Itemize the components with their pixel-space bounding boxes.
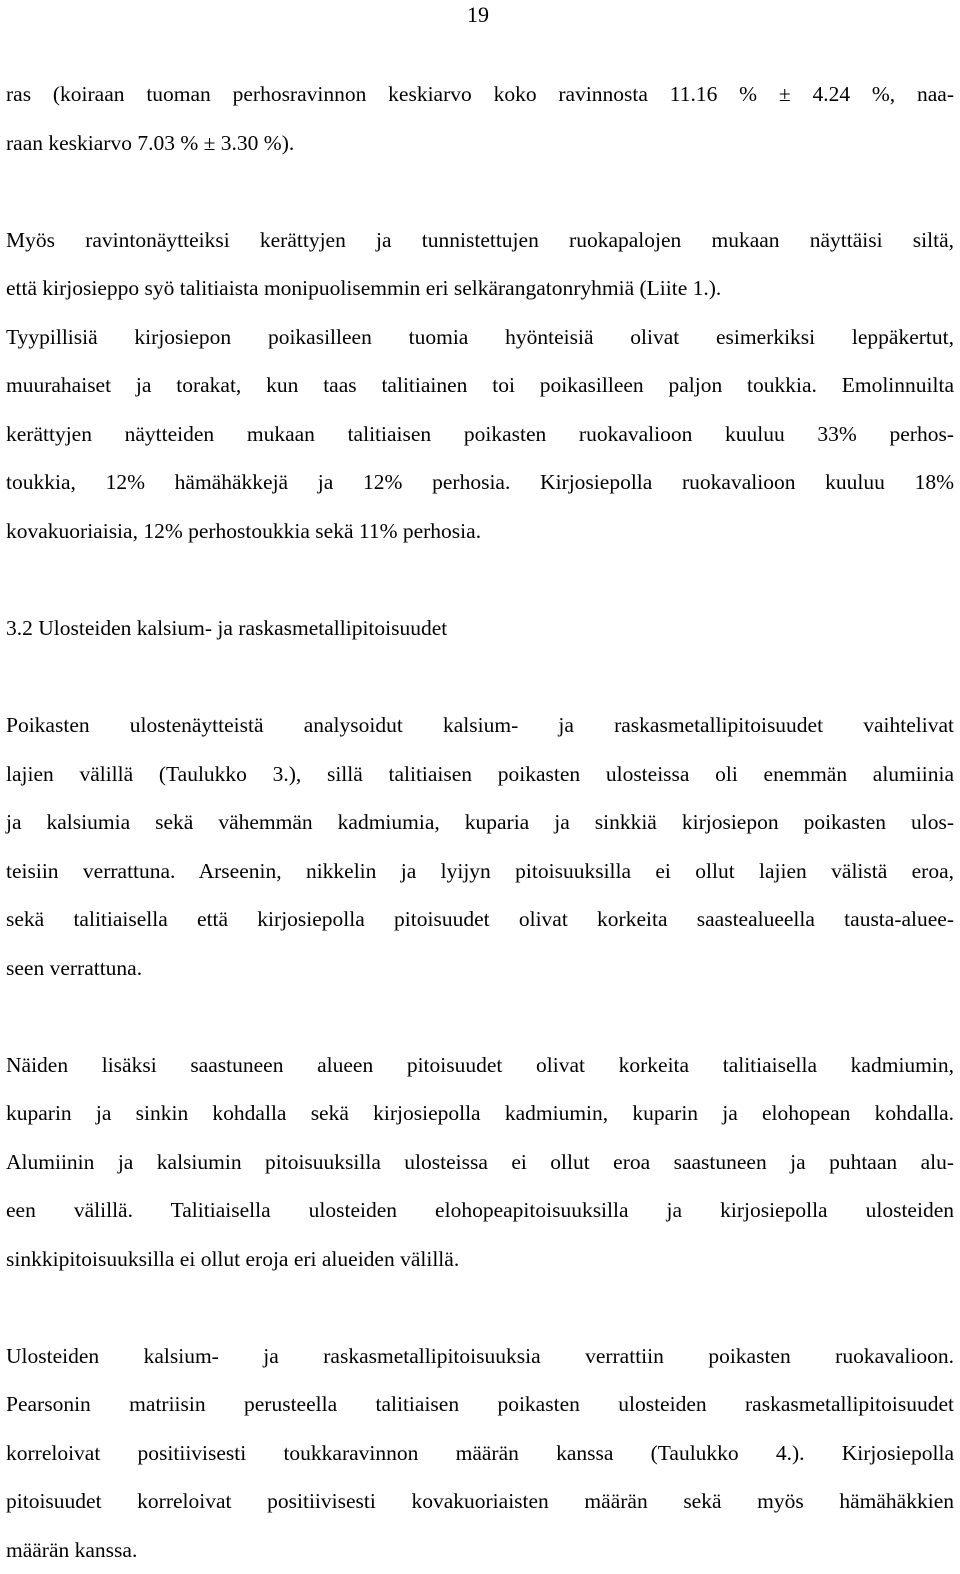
text-line: määrän kanssa. (6, 1526, 954, 1574)
text-line: kovakuoriaisia, 12% perhostoukkia sekä 11% perhosia. (6, 507, 954, 556)
paragraph-gap (6, 555, 954, 604)
text-line: seen verrattuna. (6, 944, 954, 993)
text-line: pitoisuudet korreloivat positiivisesti kovakuoriaisten määrän sekä myös hämähäkkien (6, 1477, 954, 1526)
paragraph-correlation (6, 1332, 954, 1574)
text-line: lajien välillä (Taulukko 3.), sillä talitiaisen poikasten ulosteissa oli enemmän alumiinia (6, 750, 954, 799)
heading-gap (6, 652, 954, 701)
page-number: 19 (467, 2, 489, 28)
text-line: teisiin verrattuna. Arseenin, nikkelin ja lyijyn pitoisuuksilla ei ollut lajien välistä eroa, (6, 847, 954, 896)
paragraph-intro (6, 70, 954, 167)
text-line: Alumiinin ja kalsiumin pitoisuuksilla ulosteissa ei ollut eroa saastuneen ja puhtaan alu- (6, 1138, 954, 1187)
text-line: raan keskiarvo 7.03 % ± 3.30 %). (6, 119, 954, 168)
text-line: Näiden lisäksi saastuneen alueen pitoisuudet olivat korkeita talitiaisella kadmiumin, (6, 1041, 954, 1090)
text-line: Tyypillisiä kirjosiepon poikasilleen tuomia hyönteisiä olivat esimerkiksi leppäkertut, (6, 313, 954, 362)
text-line: Ulosteiden kalsium- ja raskasmetallipitoisuuksia verrattiin poikasten ruokavalioon. (6, 1332, 954, 1381)
text-line: Poikasten ulostenäytteistä analysoidut kalsium- ja raskasmetallipitoisuudet vaihtelivat (6, 701, 954, 750)
text-line: sinkkipitoisuuksilla ei ollut eroja eri alueiden välillä. (6, 1235, 954, 1284)
section-heading: 3.2 Ulosteiden kalsium- ja raskasmetallipitoisuudet (6, 604, 954, 653)
text-line: että kirjosieppo syö talitiaista monipuolisemmin eri selkärangatonryhmiä (Liite 1.). (6, 264, 954, 313)
paragraph-gap (6, 1283, 954, 1332)
text-line: Pearsonin matriisin perusteella talitiaisen poikasten ulosteiden raskasmetallipitoisuudet (6, 1380, 954, 1429)
paragraph-gap (6, 992, 954, 1041)
text-line: korreloivat positiivisesti toukkaravinnon määrän kanssa (Taulukko 4.). Kirjosiepolla (6, 1429, 954, 1478)
paragraph-diet (6, 216, 954, 556)
text-line: ja kalsiumia sekä vähemmän kadmiumia, kuparia ja sinkkiä kirjosiepon poikasten ulos- (6, 798, 954, 847)
paragraph-polluted-area (6, 1041, 954, 1284)
paragraph-feces-species (6, 701, 954, 992)
text-line: Myös ravintonäytteiksi kerättyjen ja tunnistettujen ruokapalojen mukaan näyttäisi siltä, (6, 216, 954, 265)
document-body (6, 70, 954, 1574)
text-line: sekä talitiaisella että kirjosiepolla pitoisuudet olivat korkeita saastealueella tausta-aluee- (6, 895, 954, 944)
text-line: toukkia, 12% hämähäkkejä ja 12% perhosia. Kirjosiepolla ruokavalioon kuuluu 18% (6, 458, 954, 507)
text-line: kuparin ja sinkin kohdalla sekä kirjosiepolla kadmiumin, kuparin ja elohopean kohdalla. (6, 1089, 954, 1138)
text-line: muurahaiset ja torakat, kun taas talitiainen toi poikasilleen paljon toukkia. Emolinnuilta (6, 361, 954, 410)
text-line: een välillä. Talitiaisella ulosteiden elohopeapitoisuuksilla ja kirjosiepolla ulosteiden (6, 1186, 954, 1235)
text-line: kerättyjen näytteiden mukaan talitiaisen poikasten ruokavalioon kuuluu 33% perhos- (6, 410, 954, 459)
text-line: ras (koiraan tuoman perhosravinnon keskiarvo koko ravinnosta 11.16 % ± 4.24 %, naa- (6, 70, 954, 119)
paragraph-gap (6, 167, 954, 216)
